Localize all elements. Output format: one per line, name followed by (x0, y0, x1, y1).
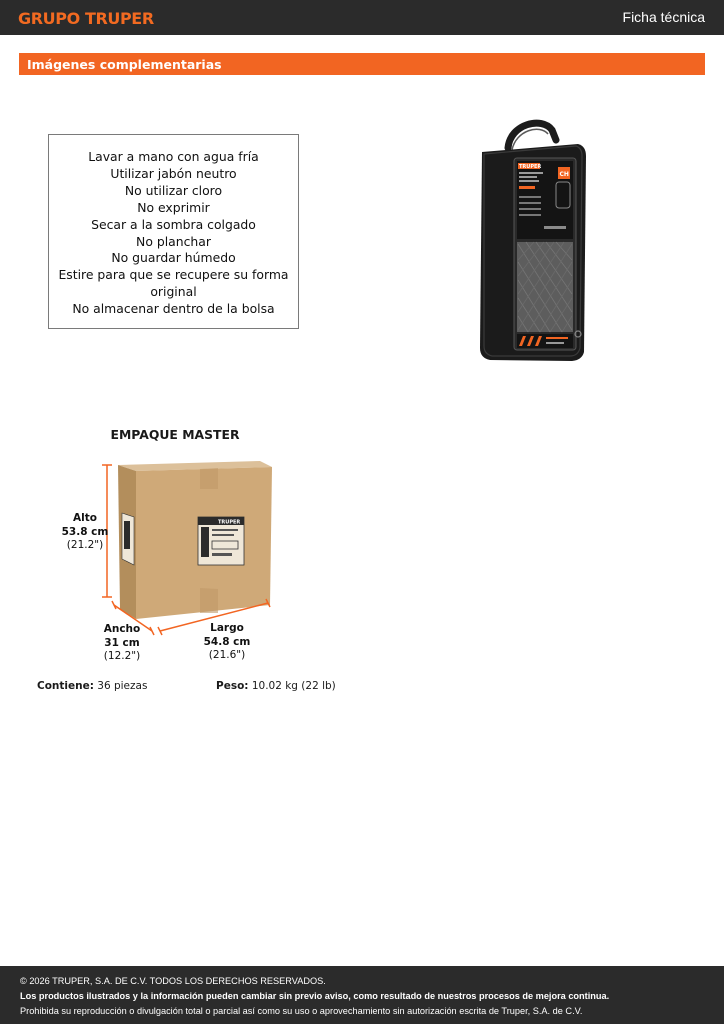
care-instruction: No guardar húmedo (111, 250, 236, 266)
dimension-imperial: (21.2") (66, 539, 104, 551)
contents-label: Contiene: (37, 680, 94, 692)
care-instruction: Secar a la sombra colgado (91, 216, 256, 232)
care-instruction: No almacenar dentro de la bolsa (72, 301, 275, 317)
dimension-imperial: (21.6") (208, 649, 246, 661)
care-instruction: Utilizar jabón neutro (110, 165, 237, 181)
section-title: Imágenes complementarias (27, 57, 222, 72)
dimension-metric: 54.8 cm (203, 635, 251, 648)
care-instruction: Lavar a mano con agua fría (88, 149, 259, 164)
weight-label: Peso: (216, 680, 249, 692)
dimension-label: Alto (73, 512, 97, 524)
care-instruction: No exprimir (137, 199, 210, 215)
dimension-label: Largo (210, 622, 244, 634)
care-instruction: Estire para que se recupere su forma (58, 267, 289, 283)
dimension-metric: 53.8 cm (61, 525, 109, 538)
bag-brand-text: TRUPER (519, 164, 542, 170)
care-instruction: No planchar (136, 233, 211, 249)
product-bag-image (470, 116, 590, 366)
pack-contents (37, 680, 147, 692)
care-instructions-box (48, 134, 299, 329)
footer-prohibition: Prohibida su reproducción o divulgación total o parcial así como su uso o aprovechamiento sin autorización escrita de Truper, S.A. de C.V. (20, 1006, 583, 1016)
brand-logo: GRUPO TRUPER (18, 9, 154, 28)
master-pack-title: EMPAQUE MASTER (110, 427, 240, 442)
contents-value: 36 piezas (97, 680, 148, 692)
top-header-bar (0, 0, 724, 35)
section-title-bar (19, 53, 705, 75)
pack-weight (216, 680, 336, 692)
box-brand-text: TRUPER (218, 519, 241, 526)
dimension-largo (195, 622, 259, 663)
document-type-label: Ficha técnica (622, 9, 705, 25)
care-instruction: No utilizar cloro (124, 182, 223, 198)
dimension-imperial: (12.2") (103, 650, 141, 662)
dimension-label: Ancho (103, 623, 141, 635)
footer-notice: Los productos ilustrados y la información pueden cambiar sin previo aviso, como resultado de nuestros procesos de mejora continua. (20, 991, 610, 1001)
dimension-alto (55, 512, 115, 553)
bag-size-text: CH (559, 171, 569, 178)
footer-copyright: © 2026 TRUPER, S.A. DE C.V. TODOS LOS DERECHOS RESERVADOS. (20, 976, 326, 986)
dimension-metric: 31 cm (104, 636, 140, 649)
care-instruction: original (150, 284, 197, 300)
weight-value: 10.02 kg (22 lb) (251, 680, 336, 692)
footer (0, 966, 724, 1024)
dimension-ancho (95, 623, 149, 664)
master-box-image (100, 455, 280, 640)
